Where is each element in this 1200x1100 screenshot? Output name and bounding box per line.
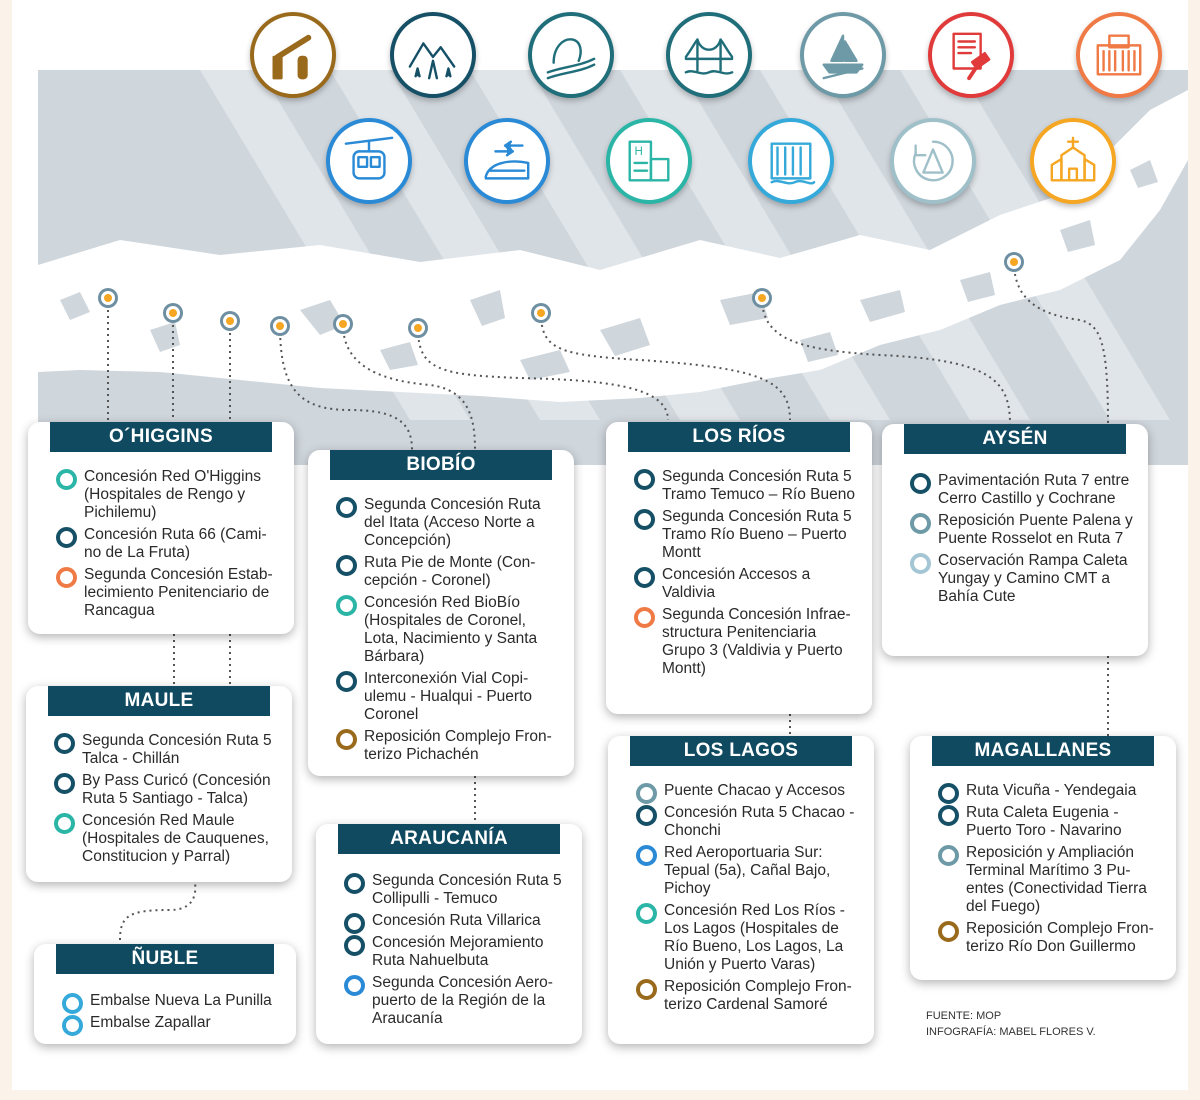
coastal-road-icon <box>528 12 614 98</box>
category-dot-icon <box>634 567 655 588</box>
category-dot-icon <box>344 873 365 894</box>
project-label: Interconexión Vial Copi-ulemu - Hualqui - Puerto Coronel <box>364 670 532 723</box>
category-dot-icon <box>634 607 655 628</box>
category-dot-icon <box>62 993 83 1014</box>
category-dot-icon <box>336 497 357 518</box>
category-dot-icon <box>54 813 75 834</box>
project-item <box>636 804 860 840</box>
project-item <box>636 782 860 800</box>
category-dot-icon <box>56 527 77 548</box>
project-item <box>634 508 858 562</box>
project-item <box>938 782 1162 800</box>
map-pin <box>1007 255 1021 269</box>
project-item <box>336 594 560 666</box>
category-dot-icon <box>938 783 959 804</box>
project-item <box>344 974 568 1028</box>
category-dot-icon <box>336 555 357 576</box>
region-title: AYSÉN <box>904 424 1126 454</box>
project-label: Puente Chacao y Accesos <box>664 782 845 799</box>
contract-gavel-icon <box>928 12 1014 98</box>
prison-building-icon <box>1076 12 1162 98</box>
map-pin <box>755 291 769 305</box>
church-border-icon <box>1030 118 1116 204</box>
project-item <box>636 978 860 1014</box>
project-item <box>636 844 860 898</box>
project-label: Reposición Complejo Fron-terizo Cardenal Samoré <box>664 978 852 1013</box>
item-list <box>56 468 280 624</box>
region-card-los-rios <box>606 422 872 714</box>
project-label: Segunda Concesión Estab-lecimiento Penitenciario de Rancagua <box>84 566 273 619</box>
recycle-icon <box>890 118 976 204</box>
project-item <box>336 728 560 764</box>
category-dot-icon <box>910 513 931 534</box>
map-pin <box>273 319 287 333</box>
region-title: MAULE <box>48 686 270 716</box>
project-label: Concesión Red Los Ríos - Los Lagos (Hospitales de Río Bueno, Los Lagos, La Unión y Puerto Varas) <box>664 902 845 973</box>
map-pin <box>336 317 350 331</box>
region-title: BIOBÍO <box>330 450 552 480</box>
project-label: Embalse Zapallar <box>90 1014 211 1031</box>
project-label: Concesión Mejoramiento Ruta Nahuelbuta <box>372 934 544 969</box>
project-label: Concesión Accesos a Valdivia <box>662 566 811 601</box>
item-list <box>636 782 860 1018</box>
project-item <box>910 472 1134 508</box>
project-item <box>336 554 560 590</box>
project-item <box>344 912 568 930</box>
source-credit: FUENTE: MOP <box>926 1010 1002 1022</box>
category-dot-icon <box>636 903 657 924</box>
project-label: Ruta Vicuña - Yendegaia <box>966 782 1137 799</box>
project-label: Segunda Concesión Ruta 5 Talca - Chillán <box>82 732 272 767</box>
category-dot-icon <box>62 1015 83 1036</box>
project-label: Concesión Ruta 5 Chacao - Chonchi <box>664 804 855 839</box>
map-pin <box>101 291 115 305</box>
project-label: Embalse Nueva La Punilla <box>90 992 272 1009</box>
project-label: Pavimentación Ruta 7 entre Cerro Castillo y Cochrane <box>938 472 1130 507</box>
map-pin <box>223 314 237 328</box>
region-title: MAGALLANES <box>932 736 1154 766</box>
category-dot-icon <box>336 595 357 616</box>
category-dot-icon <box>910 553 931 574</box>
region-title: LOS RÍOS <box>628 422 850 452</box>
project-item <box>634 468 858 504</box>
project-label: Concesión Ruta Villarica <box>372 912 541 929</box>
project-label: Concesión Red O'Higgins (Hospitales de Rengo y Pichilemu) <box>84 468 261 521</box>
bridge-icon <box>666 12 752 98</box>
item-list <box>344 872 568 1032</box>
item-list <box>62 992 282 1036</box>
project-item <box>62 992 282 1010</box>
category-dot-icon <box>634 469 655 490</box>
project-label: Ruta Caleta Eugenia - Puerto Toro - Navarino <box>966 804 1122 839</box>
project-item <box>938 844 1162 916</box>
project-item <box>344 934 568 970</box>
project-label: Concesión Ruta 66 (Cami-no de La Fruta) <box>84 526 267 561</box>
credits <box>926 1008 1096 1040</box>
region-card-los-lagos <box>608 736 874 1044</box>
region-title: ÑUBLE <box>56 944 274 974</box>
project-item <box>54 732 278 768</box>
project-item <box>938 920 1162 956</box>
category-dot-icon <box>636 805 657 826</box>
category-dot-icon <box>636 783 657 804</box>
airport-icon <box>464 118 550 204</box>
region-card-maule <box>26 686 292 882</box>
svg-text:H: H <box>634 146 643 159</box>
project-item <box>634 606 858 678</box>
project-label: Reposición Complejo Fron-terizo Pichachén <box>364 728 552 763</box>
cable-car-icon <box>326 118 412 204</box>
boat-ramp-icon <box>800 12 886 98</box>
project-item <box>336 496 560 550</box>
hospital-icon <box>606 118 692 204</box>
project-item <box>636 902 860 974</box>
category-dot-icon <box>54 773 75 794</box>
toll-barrier-icon <box>250 12 336 98</box>
category-dot-icon <box>56 469 77 490</box>
region-card-ohiggins <box>28 422 294 634</box>
region-card-biobio <box>308 450 574 776</box>
map-pin <box>411 321 425 335</box>
project-label: Red Aeroportuaria Sur: Tepual (5a), Cañal Bajo, Pichoy <box>664 844 831 897</box>
item-list <box>336 496 560 768</box>
project-item <box>634 566 858 602</box>
project-label: Concesión Red Maule (Hospitales de Cauquenes, Constitucion y Parral) <box>82 812 269 865</box>
region-card-aysen <box>882 424 1148 656</box>
item-list <box>634 468 858 682</box>
project-item <box>336 670 560 724</box>
project-label: Segunda Concesión Ruta 5 Tramo Río Bueno – Puerto Montt <box>662 508 852 561</box>
item-list <box>54 732 278 870</box>
region-card-nuble <box>34 944 296 1044</box>
category-dot-icon <box>336 671 357 692</box>
region-title: ARAUCANÍA <box>338 824 560 854</box>
project-label: Reposición Puente Palena y Puente Rosselot en Ruta 7 <box>938 512 1133 547</box>
category-dot-icon <box>636 979 657 1000</box>
project-item <box>56 566 280 620</box>
item-list <box>938 782 1162 960</box>
project-label: By Pass Curicó (Concesión Ruta 5 Santiago - Talca) <box>82 772 271 807</box>
project-label: Reposición y Ampliación Terminal Marítimo 3 Pu-entes (Conectividad Tierra del Fuego) <box>966 844 1147 915</box>
project-label: Coservación Rampa Caleta Yungay y Camino CMT a Bahía Cute <box>938 552 1128 605</box>
category-dot-icon <box>56 567 77 588</box>
region-title: LOS LAGOS <box>630 736 852 766</box>
region-title: O´HIGGINS <box>50 422 272 452</box>
project-item <box>56 468 280 522</box>
project-label: Segunda Concesión Ruta 5 Collipulli - Temuco <box>372 872 562 907</box>
region-card-araucania <box>316 824 582 1044</box>
category-dot-icon <box>336 729 357 750</box>
project-item <box>54 772 278 808</box>
region-card-magallanes <box>910 736 1176 980</box>
item-list <box>910 472 1134 610</box>
map-pin <box>534 306 548 320</box>
project-label: Reposición Complejo Fron-terizo Río Don Guillermo <box>966 920 1154 955</box>
project-item <box>54 812 278 866</box>
mountain-road-icon <box>390 12 476 98</box>
category-dot-icon <box>938 845 959 866</box>
project-label: Segunda Concesión Ruta 5 Tramo Temuco – Río Bueno <box>662 468 855 503</box>
category-dot-icon <box>344 935 365 956</box>
project-item <box>56 526 280 562</box>
category-dot-icon <box>344 975 365 996</box>
dam-icon <box>748 118 834 204</box>
map-pin <box>166 306 180 320</box>
project-label: Segunda Concesión Infrae-structura Penitenciaria Grupo 3 (Valdivia y Puerto Montt) <box>662 606 851 677</box>
category-dot-icon <box>634 509 655 530</box>
category-dot-icon <box>938 805 959 826</box>
project-item <box>910 512 1134 548</box>
project-item <box>938 804 1162 840</box>
project-label: Ruta Pie de Monte (Con-cepción - Coronel) <box>364 554 536 589</box>
project-item <box>910 552 1134 606</box>
category-dot-icon <box>938 921 959 942</box>
project-item <box>344 872 568 908</box>
author-credit: INFOGRAFÍA: MABEL FLORES V. <box>926 1026 1096 1038</box>
category-dot-icon <box>636 845 657 866</box>
category-dot-icon <box>54 733 75 754</box>
project-label: Segunda Concesión Ruta del Itata (Acceso Norte a Concepción) <box>364 496 541 549</box>
project-label: Segunda Concesión Aero-puerto de la Región de la Araucanía <box>372 974 553 1027</box>
project-label: Concesión Red BioBío (Hospitales de Coronel, Lota, Nacimiento y Santa Bárbara) <box>364 594 538 665</box>
category-dot-icon <box>910 473 931 494</box>
category-dot-icon <box>344 913 365 934</box>
project-item <box>62 1014 282 1032</box>
